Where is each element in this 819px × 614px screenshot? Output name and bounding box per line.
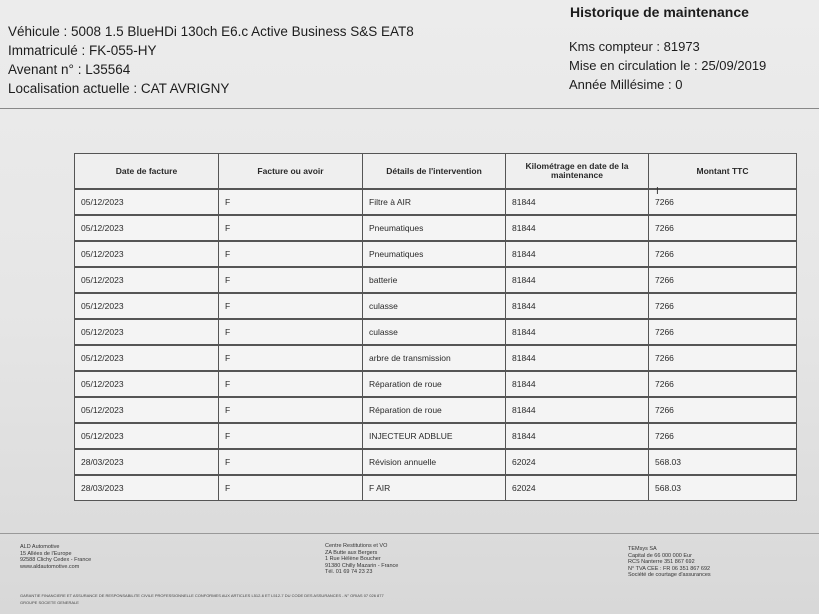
cell-amount: 568.03 bbox=[649, 449, 797, 475]
cell-mileage: 81844 bbox=[506, 423, 649, 449]
cell-date: 28/03/2023 bbox=[75, 475, 219, 501]
table-row bbox=[75, 293, 797, 319]
table-header-row bbox=[75, 154, 797, 190]
cell-date: 05/12/2023 bbox=[75, 397, 219, 423]
cell-date: 05/12/2023 bbox=[75, 267, 219, 293]
cell-amount: 7266 bbox=[649, 189, 797, 215]
footer-line: 1 Rue Hélène Boucher bbox=[325, 556, 381, 562]
cell-date: 05/12/2023 bbox=[75, 293, 219, 319]
cell-invoice-type: F bbox=[219, 319, 363, 345]
table-row bbox=[75, 345, 797, 371]
cell-mileage: 81844 bbox=[506, 189, 649, 215]
header-divider bbox=[0, 108, 819, 109]
document-title: Historique de maintenance bbox=[570, 4, 749, 20]
cell-mileage: 81844 bbox=[506, 371, 649, 397]
maintenance-table bbox=[74, 153, 797, 501]
cell-invoice-type: F bbox=[219, 397, 363, 423]
cell-mileage: 81844 bbox=[506, 215, 649, 241]
footer-line: RCS Nanterre 351 867 692 bbox=[628, 559, 695, 565]
cell-invoice-type: F bbox=[219, 267, 363, 293]
cell-amount: 7266 bbox=[649, 397, 797, 423]
footer-line: 92588 Clichy Cedex - France bbox=[20, 557, 92, 563]
table-row bbox=[75, 397, 797, 423]
cell-date: 28/03/2023 bbox=[75, 449, 219, 475]
column-header-amount: Montant TTC bbox=[649, 154, 797, 190]
cell-intervention-detail: Réparation de roue bbox=[363, 371, 506, 397]
footer-line: 91380 Chilly Mazarin - France bbox=[325, 562, 399, 569]
table-row bbox=[75, 319, 797, 345]
cell-amount: 7266 bbox=[649, 423, 797, 449]
cell-mileage: 62024 bbox=[506, 449, 649, 475]
footer-line: ALD Automotive bbox=[20, 544, 60, 550]
cell-intervention-detail: Pneumatiques bbox=[363, 241, 506, 267]
cell-date: 05/12/2023 bbox=[75, 215, 219, 241]
column-header-mileage: Kilométrage en date de la maintenance bbox=[506, 154, 649, 190]
cell-intervention-detail: culasse bbox=[363, 293, 506, 319]
cell-invoice-type: F bbox=[219, 215, 363, 241]
footer-line: ZA Butte aux Bergers bbox=[325, 549, 378, 556]
footer-line: TEMsys SA bbox=[628, 546, 657, 552]
cell-amount: 7266 bbox=[649, 319, 797, 345]
cell-amount: 568.03 bbox=[649, 475, 797, 501]
cell-amount: 7266 bbox=[649, 215, 797, 241]
cell-invoice-type: F bbox=[219, 293, 363, 319]
cell-mileage: 81844 bbox=[506, 267, 649, 293]
cell-amount: 7266 bbox=[649, 267, 797, 293]
cell-mileage: 81844 bbox=[506, 397, 649, 423]
table-row bbox=[75, 267, 797, 293]
table-row bbox=[75, 215, 797, 241]
cell-amount: 7266 bbox=[649, 241, 797, 267]
table-body bbox=[75, 189, 797, 501]
cell-invoice-type: F bbox=[219, 449, 363, 475]
cell-date: 05/12/2023 bbox=[75, 241, 219, 267]
column-header-date: Date de facture bbox=[75, 154, 219, 190]
model-year: Année Millésime : 0 bbox=[569, 77, 683, 92]
cell-amount: 7266 bbox=[649, 293, 797, 319]
cell-mileage: 81844 bbox=[506, 345, 649, 371]
footer-line: Capital de 66 000 000 Eur bbox=[628, 552, 692, 559]
table-row bbox=[75, 475, 797, 501]
footer-line: Centre Restitutions et VO bbox=[325, 543, 388, 549]
legal-line: GROUPE SOCIETE GENERALE bbox=[20, 600, 79, 605]
cell-invoice-type: F bbox=[219, 475, 363, 501]
cell-intervention-detail: F AIR bbox=[363, 475, 506, 501]
cell-mileage: 81844 bbox=[506, 293, 649, 319]
column-header-details: Détails de l'intervention bbox=[363, 154, 506, 190]
table-row bbox=[75, 449, 797, 475]
cell-mileage: 81844 bbox=[506, 241, 649, 267]
footer-line: 15 Allées de l'Europe bbox=[20, 550, 72, 557]
first-registration-date: Mise en circulation le : 25/09/2019 bbox=[569, 58, 767, 73]
cell-date: 05/12/2023 bbox=[75, 345, 219, 371]
registration-number: Immatriculé : FK-055-HY bbox=[8, 43, 157, 58]
vehicle-info bbox=[8, 22, 414, 98]
table-row bbox=[75, 371, 797, 397]
legal-notice bbox=[20, 592, 384, 606]
cell-date: 05/12/2023 bbox=[75, 319, 219, 345]
cell-invoice-type: F bbox=[219, 345, 363, 371]
footer-legal-entity bbox=[628, 546, 711, 579]
current-location: Localisation actuelle : CAT AVRIGNY bbox=[8, 81, 230, 96]
cell-intervention-detail: Filtre à AIR bbox=[363, 189, 506, 215]
cell-intervention-detail: Révision annuelle bbox=[363, 449, 506, 475]
amendment-number: Avenant n° : L35564 bbox=[8, 62, 131, 77]
legal-line: GARANTIE FINANCIERE ET ASSURANCE DE RESPONSABILITE CIVILE PROFESSIONNELLE CONFORMES AUX ARTICLES L512-6 ET L512-7 DU CODE DES ASSURANCES - N° ORIAS 07 026 877 bbox=[20, 593, 384, 598]
footer-line: www.aldautomotive.com bbox=[20, 563, 80, 570]
footer-return-center bbox=[325, 543, 398, 576]
table-row bbox=[75, 241, 797, 267]
cell-invoice-type: F bbox=[219, 371, 363, 397]
cell-intervention-detail: batterie bbox=[363, 267, 506, 293]
cell-date: 05/12/2023 bbox=[75, 189, 219, 215]
cell-date: 05/12/2023 bbox=[75, 423, 219, 449]
cell-intervention-detail: Pneumatiques bbox=[363, 215, 506, 241]
footer-line: N° TVA CEE : FR 06 351 867 692 bbox=[628, 565, 711, 572]
cell-amount: 7266 bbox=[649, 371, 797, 397]
footer-company-address bbox=[20, 544, 91, 570]
cell-intervention-detail: culasse bbox=[363, 319, 506, 345]
column-header-type: Facture ou avoir bbox=[219, 154, 363, 190]
cell-intervention-detail: arbre de transmission bbox=[363, 345, 506, 371]
cell-intervention-detail: Réparation de roue bbox=[363, 397, 506, 423]
cell-mileage: 62024 bbox=[506, 475, 649, 501]
cell-invoice-type: F bbox=[219, 423, 363, 449]
odometer-reading: Kms compteur : 81973 bbox=[569, 39, 700, 54]
cell-invoice-type: F bbox=[219, 241, 363, 267]
footer-line: Tél. 01 69 74 23 23 bbox=[325, 569, 373, 575]
vehicle-stats bbox=[569, 37, 766, 94]
cell-mileage: 81844 bbox=[506, 319, 649, 345]
cell-amount: 7266 bbox=[649, 345, 797, 371]
table-row bbox=[75, 189, 797, 215]
cell-intervention-detail: INJECTEUR ADBLUE bbox=[363, 423, 506, 449]
vehicle-model: Véhicule : 5008 1.5 BlueHDi 130ch E6.c Active Business S&S EAT8 bbox=[8, 24, 414, 39]
footer-line: Société de courtage d'assurances bbox=[628, 572, 711, 578]
text-cursor-icon: I bbox=[656, 186, 659, 197]
cell-date: 05/12/2023 bbox=[75, 371, 219, 397]
footer-divider bbox=[0, 533, 819, 534]
table-row bbox=[75, 423, 797, 449]
cell-invoice-type: F bbox=[219, 189, 363, 215]
